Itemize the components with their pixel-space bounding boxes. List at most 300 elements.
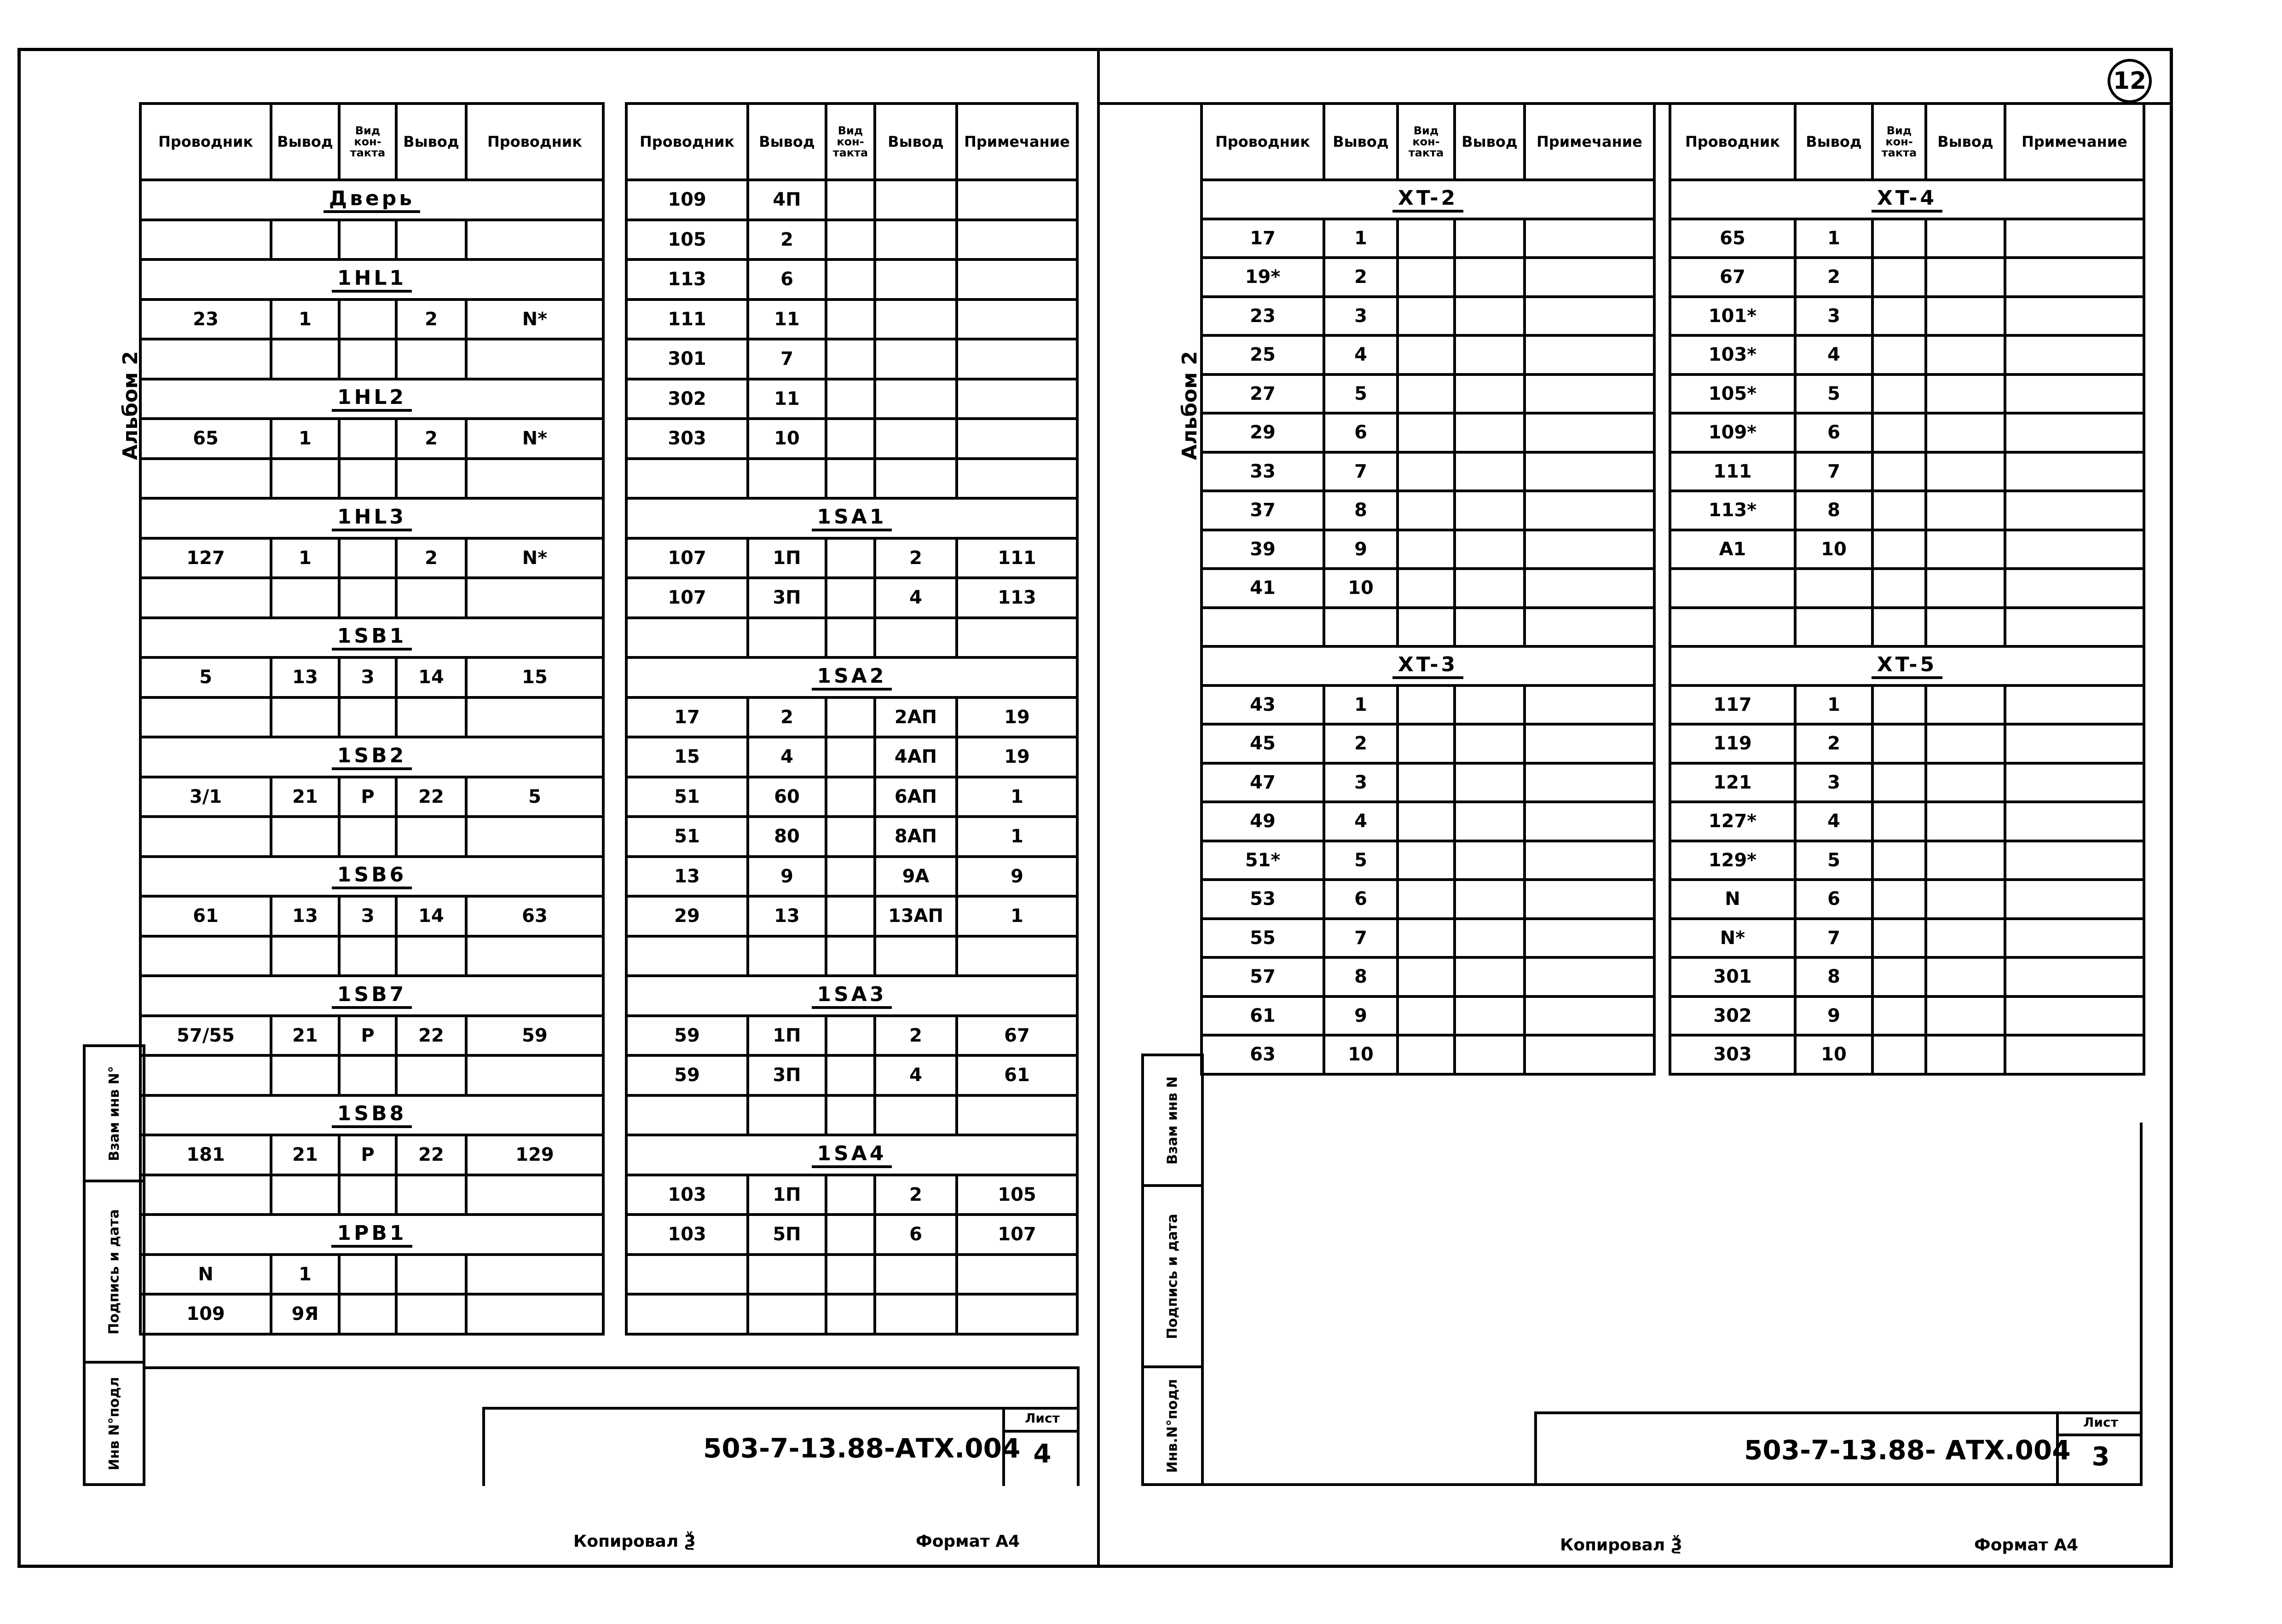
table-cell bbox=[339, 459, 396, 499]
table-cell: 4АП bbox=[875, 737, 957, 777]
table-cell: 2 bbox=[875, 538, 957, 578]
table-cell bbox=[826, 419, 875, 459]
table-cell bbox=[2005, 957, 2144, 996]
table-row bbox=[626, 220, 1077, 260]
section-title: 1HL1 bbox=[332, 266, 412, 293]
table-cell bbox=[1872, 530, 1926, 569]
table-cell bbox=[339, 1294, 396, 1334]
table-cell bbox=[957, 618, 1077, 658]
table-cell: 11 bbox=[748, 299, 826, 340]
table-cell bbox=[339, 578, 396, 618]
table-cell bbox=[957, 379, 1077, 419]
table-cell: 1П bbox=[748, 1175, 826, 1215]
table-cell bbox=[1926, 608, 2005, 647]
table-row bbox=[1202, 841, 1654, 880]
table-cell: 103 bbox=[626, 1215, 748, 1255]
table-cell bbox=[339, 419, 396, 459]
table-cell bbox=[1398, 608, 1455, 647]
table-row bbox=[1670, 452, 2144, 491]
section-row bbox=[140, 180, 603, 220]
table-cell bbox=[339, 220, 396, 260]
table-cell bbox=[748, 1255, 826, 1295]
table-row bbox=[140, 459, 603, 499]
table-cell: 2 bbox=[1795, 258, 1872, 297]
table-cell bbox=[271, 220, 339, 260]
section-row bbox=[626, 976, 1077, 1016]
table-row bbox=[1670, 297, 2144, 336]
table-cell: 65 bbox=[1670, 219, 1795, 258]
table-cell bbox=[1872, 724, 1926, 763]
table-cell bbox=[2005, 258, 2144, 297]
table-cell: 107 bbox=[957, 1215, 1077, 1255]
table-cell bbox=[875, 339, 957, 379]
section-cell bbox=[1202, 646, 1654, 685]
table-row bbox=[1202, 957, 1654, 996]
table-cell bbox=[826, 618, 875, 658]
table-row bbox=[626, 180, 1077, 220]
table-cell bbox=[339, 1175, 396, 1215]
table-row bbox=[1670, 335, 2144, 374]
table-cell bbox=[1398, 219, 1455, 258]
table-cell: 14 bbox=[396, 896, 466, 936]
table-cell bbox=[957, 459, 1077, 499]
table-cell bbox=[466, 936, 603, 976]
table-cell: 1 bbox=[271, 538, 339, 578]
table-row bbox=[626, 578, 1077, 618]
stamp-signature-date: Подпись и дата bbox=[83, 1180, 145, 1364]
table-cell bbox=[1926, 491, 2005, 530]
table-row bbox=[626, 1095, 1077, 1135]
section-title: 1HL3 bbox=[332, 505, 412, 531]
column-header: Вид кон-такта bbox=[339, 104, 396, 180]
table-cell bbox=[748, 459, 826, 499]
section-cell bbox=[1202, 180, 1654, 219]
table-cell bbox=[1455, 219, 1525, 258]
table-cell bbox=[1872, 1035, 1926, 1074]
table-cell bbox=[1525, 724, 1654, 763]
table-cell: 8 bbox=[1324, 491, 1398, 530]
table-cell bbox=[1455, 919, 1525, 958]
table-cell bbox=[1872, 841, 1926, 880]
table-cell bbox=[826, 220, 875, 260]
table-cell bbox=[748, 1095, 826, 1135]
table-cell bbox=[875, 1294, 957, 1334]
sheet-divider bbox=[1097, 48, 1100, 1568]
table-row bbox=[1202, 452, 1654, 491]
table-cell bbox=[875, 1095, 957, 1135]
table-cell bbox=[1398, 685, 1455, 725]
table-cell bbox=[1525, 452, 1654, 491]
table-cell: 4П bbox=[748, 180, 826, 220]
table-row bbox=[140, 697, 603, 737]
table-cell: А1 bbox=[1670, 530, 1795, 569]
table-cell bbox=[826, 936, 875, 976]
table-cell bbox=[396, 459, 466, 499]
table-cell bbox=[957, 936, 1077, 976]
table-cell bbox=[1525, 996, 1654, 1036]
table-cell bbox=[875, 1255, 957, 1295]
section-cell bbox=[140, 737, 603, 777]
table-cell bbox=[1455, 880, 1525, 919]
table-cell bbox=[1455, 374, 1525, 414]
table-cell bbox=[626, 936, 748, 976]
table-cell: 129* bbox=[1670, 841, 1795, 880]
section-title: 1SB2 bbox=[332, 744, 412, 770]
table-cell bbox=[140, 936, 271, 976]
table-cell bbox=[1872, 685, 1926, 725]
table-cell: 301 bbox=[626, 339, 748, 379]
table-cell: 5 bbox=[1795, 374, 1872, 414]
table-cell bbox=[1398, 841, 1455, 880]
table-cell: 129 bbox=[466, 1135, 603, 1175]
table-cell bbox=[1398, 724, 1455, 763]
table-row bbox=[1670, 685, 2144, 725]
table-row bbox=[1670, 880, 2144, 919]
table-cell: 22 bbox=[396, 1135, 466, 1175]
table-cell bbox=[1455, 452, 1525, 491]
table-row bbox=[1202, 258, 1654, 297]
table-cell: 37 bbox=[1202, 491, 1324, 530]
table-cell bbox=[1872, 219, 1926, 258]
table-cell bbox=[1872, 413, 1926, 452]
table-cell: 7 bbox=[1795, 919, 1872, 958]
table-cell: 67 bbox=[957, 1016, 1077, 1056]
table-row bbox=[1670, 763, 2144, 802]
section-row bbox=[140, 737, 603, 777]
table-cell: 127* bbox=[1670, 802, 1795, 841]
table-cell: 302 bbox=[626, 379, 748, 419]
table-cell: 57 bbox=[1202, 957, 1324, 996]
table-row bbox=[626, 538, 1077, 578]
table-cell bbox=[1525, 530, 1654, 569]
table-cell: 27 bbox=[1202, 374, 1324, 414]
table-cell bbox=[339, 339, 396, 379]
table-cell: 8 bbox=[1795, 491, 1872, 530]
table-row bbox=[1202, 374, 1654, 414]
table-cell bbox=[626, 618, 748, 658]
table-cell: 6 bbox=[1795, 880, 1872, 919]
table-cell bbox=[875, 259, 957, 299]
table-row bbox=[1202, 724, 1654, 763]
section-row bbox=[140, 1215, 603, 1255]
table-cell bbox=[339, 1055, 396, 1095]
table-cell bbox=[1398, 335, 1455, 374]
table-cell: 29 bbox=[1202, 413, 1324, 452]
table-cell bbox=[140, 459, 271, 499]
section-row bbox=[140, 259, 603, 299]
table-cell bbox=[1398, 919, 1455, 958]
table-cell: 23 bbox=[140, 299, 271, 340]
table-row bbox=[626, 339, 1077, 379]
table-cell bbox=[396, 697, 466, 737]
table-cell bbox=[396, 1294, 466, 1334]
section-row bbox=[140, 618, 603, 658]
table-cell: 107 bbox=[626, 578, 748, 618]
section-cell bbox=[140, 379, 603, 419]
table-row bbox=[1202, 763, 1654, 802]
table-cell: 6 bbox=[1795, 413, 1872, 452]
table-cell: 6 bbox=[875, 1215, 957, 1255]
table-cell bbox=[271, 697, 339, 737]
right-table-3 bbox=[1200, 102, 1656, 1076]
table-cell: 9 bbox=[1324, 996, 1398, 1036]
section-title: 1SA2 bbox=[812, 664, 892, 691]
table-cell bbox=[1455, 491, 1525, 530]
section-row bbox=[626, 1135, 1077, 1175]
table-row bbox=[626, 299, 1077, 340]
table-cell bbox=[1398, 491, 1455, 530]
table-cell: 9 bbox=[957, 857, 1077, 897]
table-cell: 1 bbox=[271, 299, 339, 340]
table-cell bbox=[1525, 413, 1654, 452]
table-row bbox=[1202, 919, 1654, 958]
table-cell: 10 bbox=[1795, 530, 1872, 569]
section-cell bbox=[626, 498, 1077, 538]
table-row bbox=[140, 777, 603, 817]
table-cell: 22 bbox=[396, 1016, 466, 1056]
table-cell: 13АП bbox=[875, 896, 957, 936]
section-cell bbox=[140, 857, 603, 897]
table-cell: 33 bbox=[1202, 452, 1324, 491]
table-cell: 109* bbox=[1670, 413, 1795, 452]
table-cell bbox=[466, 459, 603, 499]
table-cell: 4 bbox=[1324, 335, 1398, 374]
table-cell bbox=[1872, 996, 1926, 1036]
table-cell bbox=[826, 259, 875, 299]
table-row bbox=[626, 697, 1077, 737]
table-cell bbox=[1398, 569, 1455, 608]
section-title: 1SB1 bbox=[332, 624, 412, 651]
table-row bbox=[140, 299, 603, 340]
table-cell bbox=[1525, 685, 1654, 725]
table-cell bbox=[826, 1055, 875, 1095]
table-cell bbox=[1525, 219, 1654, 258]
table-cell bbox=[140, 697, 271, 737]
table-row bbox=[140, 1294, 603, 1334]
table-row bbox=[1202, 335, 1654, 374]
table-cell: 109 bbox=[140, 1294, 271, 1334]
section-row bbox=[140, 1095, 603, 1135]
table-cell bbox=[396, 1255, 466, 1295]
section-title: XT-3 bbox=[1392, 653, 1463, 679]
section-title: 1SB7 bbox=[332, 983, 412, 1009]
table-cell bbox=[1872, 374, 1926, 414]
table-cell bbox=[396, 1175, 466, 1215]
table-cell bbox=[957, 419, 1077, 459]
table-cell bbox=[1926, 219, 2005, 258]
table-cell bbox=[826, 857, 875, 897]
table-row bbox=[626, 1175, 1077, 1215]
table-cell: 17 bbox=[1202, 219, 1324, 258]
table-row bbox=[1670, 258, 2144, 297]
table-cell: 5 bbox=[1795, 841, 1872, 880]
table-cell bbox=[1795, 569, 1872, 608]
table-cell bbox=[1398, 880, 1455, 919]
table-cell bbox=[466, 339, 603, 379]
table-row bbox=[1202, 880, 1654, 919]
column-header: Проводник bbox=[1202, 104, 1324, 180]
column-header: Вывод bbox=[396, 104, 466, 180]
table-cell bbox=[1926, 452, 2005, 491]
section-title: 1PB1 bbox=[331, 1221, 412, 1248]
table-cell bbox=[1926, 258, 2005, 297]
table-cell: 6 bbox=[1324, 413, 1398, 452]
table-row bbox=[140, 538, 603, 578]
table-cell bbox=[1926, 569, 2005, 608]
table-row bbox=[1670, 802, 2144, 841]
table-cell: 127 bbox=[140, 538, 271, 578]
table-cell: 2 bbox=[1795, 724, 1872, 763]
section-cell bbox=[626, 657, 1077, 697]
section-row bbox=[140, 857, 603, 897]
table-cell bbox=[339, 1255, 396, 1295]
column-header: Вывод bbox=[271, 104, 339, 180]
table-cell bbox=[1872, 258, 1926, 297]
table-cell bbox=[748, 618, 826, 658]
table-cell: 53 bbox=[1202, 880, 1324, 919]
table-cell: 2 bbox=[1324, 724, 1398, 763]
table-row bbox=[626, 1055, 1077, 1095]
table-cell bbox=[2005, 685, 2144, 725]
table-row bbox=[626, 1294, 1077, 1334]
table-cell bbox=[140, 578, 271, 618]
table-cell bbox=[957, 1255, 1077, 1295]
table-row bbox=[626, 777, 1077, 817]
table-cell bbox=[1525, 1035, 1654, 1074]
table-cell: 101* bbox=[1670, 297, 1795, 336]
table-cell bbox=[1926, 297, 2005, 336]
table-cell bbox=[1872, 608, 1926, 647]
table-cell bbox=[1926, 880, 2005, 919]
table-cell bbox=[1455, 996, 1525, 1036]
table-cell: 7 bbox=[1324, 452, 1398, 491]
table-cell: 10 bbox=[1795, 1035, 1872, 1074]
right-sheet-number: 3 bbox=[2091, 1442, 2110, 1472]
table-row bbox=[626, 857, 1077, 897]
table-cell bbox=[2005, 335, 2144, 374]
table-cell bbox=[466, 1055, 603, 1095]
table-row bbox=[140, 1055, 603, 1095]
table-cell bbox=[875, 379, 957, 419]
section-title: XT-2 bbox=[1392, 186, 1463, 213]
right-sheet-label: Лист bbox=[2059, 1411, 2143, 1436]
section-title: 1SA3 bbox=[812, 983, 892, 1009]
table-cell bbox=[466, 1255, 603, 1295]
column-header: Вывод bbox=[748, 104, 826, 180]
section-title: 1SA1 bbox=[812, 505, 892, 531]
table-cell: 3/1 bbox=[140, 777, 271, 817]
section-cell bbox=[1670, 180, 2144, 219]
table-row bbox=[140, 1135, 603, 1175]
table-cell: 3 bbox=[1324, 763, 1398, 802]
table-cell bbox=[1525, 763, 1654, 802]
table-cell: 80 bbox=[748, 817, 826, 857]
table-cell: 109 bbox=[626, 180, 748, 220]
column-header: Проводник bbox=[466, 104, 603, 180]
table-cell bbox=[466, 697, 603, 737]
table-cell bbox=[1398, 374, 1455, 414]
table-cell bbox=[140, 339, 271, 379]
album-label-right: Альбом 2 bbox=[1178, 351, 1202, 460]
table-cell bbox=[2005, 413, 2144, 452]
table-row bbox=[1670, 491, 2144, 530]
column-header: Вывод bbox=[1926, 104, 2005, 180]
table-cell: 59 bbox=[626, 1055, 748, 1095]
section-title: 1SB8 bbox=[332, 1102, 412, 1128]
table-cell: 103* bbox=[1670, 335, 1795, 374]
table-cell bbox=[1926, 763, 2005, 802]
table-cell bbox=[826, 299, 875, 340]
right-table-4 bbox=[1669, 102, 2145, 1076]
table-row bbox=[626, 419, 1077, 459]
table-cell bbox=[1398, 530, 1455, 569]
table-cell bbox=[748, 1294, 826, 1334]
table-cell: N* bbox=[466, 299, 603, 340]
table-cell bbox=[1525, 491, 1654, 530]
table-cell bbox=[1455, 685, 1525, 725]
table-cell bbox=[1525, 802, 1654, 841]
table-cell bbox=[2005, 763, 2144, 802]
table-cell bbox=[2005, 880, 2144, 919]
table-cell: 61 bbox=[1202, 996, 1324, 1036]
table-cell bbox=[1525, 880, 1654, 919]
section-cell bbox=[140, 618, 603, 658]
table-cell: 3П bbox=[748, 578, 826, 618]
left-format: Формат А4 bbox=[916, 1532, 1020, 1551]
table-cell: N bbox=[1670, 880, 1795, 919]
table-row bbox=[1202, 685, 1654, 725]
table-row bbox=[1670, 1035, 2144, 1074]
table-cell: 22 bbox=[396, 777, 466, 817]
table-cell bbox=[1324, 608, 1398, 647]
table-cell: 15 bbox=[466, 657, 603, 697]
table-cell bbox=[1455, 1035, 1525, 1074]
table-cell bbox=[1398, 957, 1455, 996]
table-cell bbox=[271, 1175, 339, 1215]
table-cell bbox=[826, 1095, 875, 1135]
section-title: XT-5 bbox=[1872, 653, 1942, 679]
table-cell bbox=[1872, 919, 1926, 958]
table-cell: 8АП bbox=[875, 817, 957, 857]
table-cell bbox=[466, 220, 603, 260]
table-cell bbox=[957, 1095, 1077, 1135]
table-cell bbox=[957, 299, 1077, 340]
table-cell: 105 bbox=[957, 1175, 1077, 1215]
table-cell bbox=[2005, 452, 2144, 491]
table-cell bbox=[271, 578, 339, 618]
table-cell bbox=[1525, 374, 1654, 414]
table-cell bbox=[1398, 297, 1455, 336]
column-header: Вывод bbox=[1324, 104, 1398, 180]
table-row bbox=[626, 817, 1077, 857]
table-cell bbox=[1398, 996, 1455, 1036]
table-cell bbox=[1872, 957, 1926, 996]
table-cell: 1 bbox=[271, 419, 339, 459]
table-cell bbox=[1455, 335, 1525, 374]
table-cell: 113 bbox=[626, 259, 748, 299]
table-cell: 4 bbox=[1795, 802, 1872, 841]
page-number: 12 bbox=[2108, 59, 2152, 103]
table-cell bbox=[826, 1294, 875, 1334]
table-cell bbox=[1926, 413, 2005, 452]
right-copied-by: Копировал Ѯ bbox=[1560, 1536, 1682, 1555]
table-cell bbox=[875, 419, 957, 459]
table-cell: 9 bbox=[1795, 996, 1872, 1036]
table-cell bbox=[1525, 957, 1654, 996]
table-row bbox=[140, 896, 603, 936]
table-cell bbox=[1872, 335, 1926, 374]
section-row bbox=[140, 379, 603, 419]
